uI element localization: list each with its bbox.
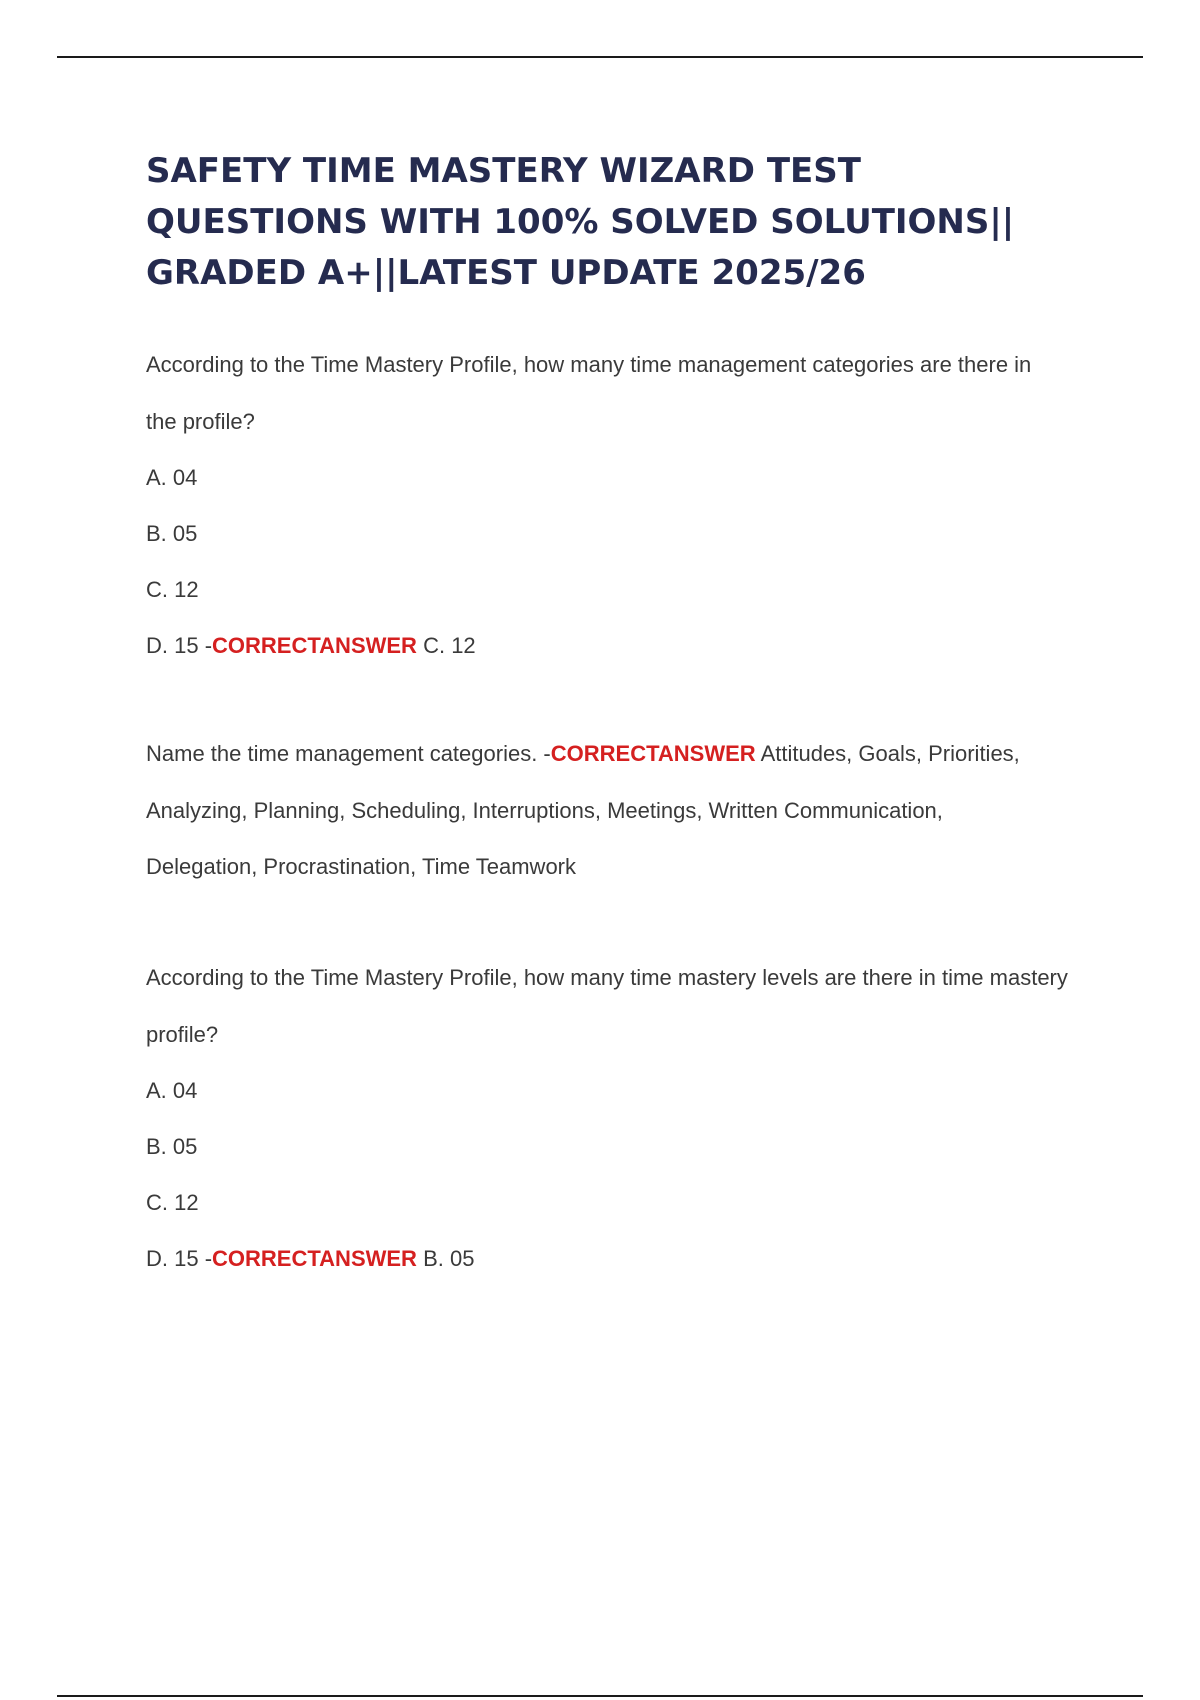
top-rule [57,56,1143,58]
bottom-rule [57,1695,1143,1697]
question-text: According to the Time Mastery Profile, how many time mastery levels are there in time mastery profile? [146,965,1068,1047]
answer-text: C. 12 [423,633,476,658]
option-d-with-answer [146,1231,1106,1287]
correct-answer-tag: CORRECTANSWER [550,741,756,766]
correct-answer-tag: CORRECTANSWER [212,1246,417,1271]
answer-text: Attitudes, Goals, Priorities, Analyzing, Planning, Scheduling, Interruptions, Meetings, Written Communication, Delegation, Procrastination, Time Teamwork [146,741,1020,879]
answer-text: B. 05 [423,1246,475,1271]
question-with-answer [146,726,1026,896]
question-block-3 [146,950,1106,1287]
option-b: B. 05 [146,521,198,546]
question-text: Name the time management categories. - [146,741,551,766]
option-d: D. 15 - [146,633,213,658]
option-d: D. 15 - [146,1246,213,1271]
option-c: C. 12 [146,577,199,602]
document-title: SAFETY TIME MASTERY WIZARD TEST QUESTIONS WITH 100% SOLVED SOLUTIONS|| GRADED A+||LATEST UPDATE 2025/26 [146,151,1015,293]
question-text: According to the Time Mastery Profile, how many time management categories are there in the profile? [146,352,1032,434]
option-a: A. 04 [146,1078,198,1103]
option-a: A. 04 [146,465,198,490]
option-d-with-answer [146,618,1106,674]
question-block-1 [146,337,1106,674]
correct-answer-tag: CORRECTANSWER [212,633,417,658]
option-b: B. 05 [146,1134,198,1159]
option-c: C. 12 [146,1190,199,1215]
question-block-2 [146,726,1106,896]
